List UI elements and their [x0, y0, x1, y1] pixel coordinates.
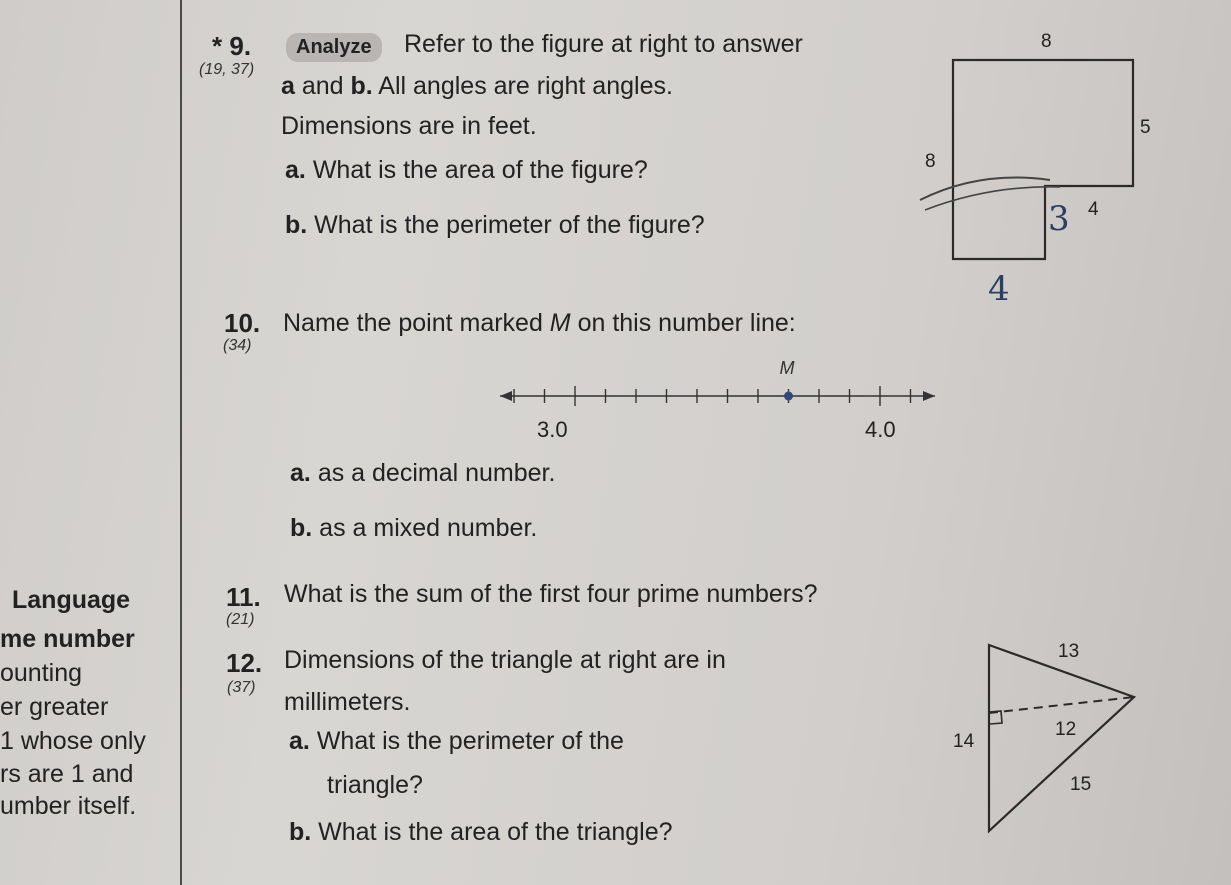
- q10-ref: (34): [223, 337, 252, 354]
- tri-label-left: 14: [953, 731, 975, 752]
- sidebar-line-2: ounting: [0, 659, 83, 687]
- q11-ref: (21): [226, 611, 255, 628]
- q9-part-b: b. What is the perimeter of the figure?: [285, 211, 705, 239]
- q12-part-a: a. What is the perimeter of the: [289, 727, 624, 755]
- q9-label-right: 5: [1140, 117, 1151, 138]
- q10-part-b: b. as a mixed number.: [290, 514, 538, 542]
- q12-figure: [945, 635, 1175, 845]
- sidebar-line-5: rs are 1 and: [0, 760, 134, 788]
- q9-number: * 9.: [212, 31, 252, 61]
- point-m: [784, 392, 793, 401]
- q12-line-2: millimeters.: [284, 688, 411, 716]
- q10-part-a: a. as a decimal number.: [290, 459, 556, 487]
- q9-shape: [953, 60, 1133, 259]
- tri-label-height: 12: [1055, 719, 1077, 740]
- pen-stroke: [920, 178, 1050, 201]
- q9-line-2: a and b. All angles are right angles.: [281, 72, 673, 100]
- q9-line-3: Dimensions are in feet.: [281, 112, 537, 140]
- q9-label-top: 8: [1041, 31, 1052, 52]
- q12-line-1: Dimensions of the triangle at right are in: [284, 646, 726, 674]
- q11-number: 11.: [226, 582, 261, 612]
- q10-number: 10.: [224, 308, 261, 338]
- point-m-label: M: [779, 358, 795, 378]
- q9-line-1: Refer to the figure at right to answer: [404, 30, 803, 58]
- sidebar-line-3: er greater: [0, 693, 109, 721]
- q9-part-a: a. What is the area of the figure?: [285, 156, 648, 184]
- sidebar-line-4: 1 whose only: [0, 727, 146, 755]
- q11-text: What is the sum of the first four prime numbers?: [284, 580, 818, 608]
- tri-label-top: 13: [1058, 641, 1080, 662]
- q12-part-a-cont: triangle?: [327, 771, 423, 799]
- q9-label-notch: 4: [1088, 199, 1099, 220]
- q9-figure: [900, 25, 1200, 310]
- handwritten-3: 3: [1048, 199, 1070, 239]
- sidebar-heading: Language: [12, 586, 131, 614]
- number-line: [495, 355, 945, 445]
- analyze-tag: Analyze: [286, 33, 382, 62]
- margin-rule: [180, 0, 182, 885]
- number-line-label-left: 3.0: [537, 417, 568, 442]
- q12-number: 12.: [226, 648, 263, 678]
- sidebar-line-6: umber itself.: [0, 792, 137, 820]
- number-line-label-right: 4.0: [865, 417, 896, 442]
- tri-label-right: 15: [1070, 774, 1092, 795]
- handwritten-4: 4: [988, 269, 1010, 309]
- q9-ref: (19, 37): [199, 61, 255, 78]
- number-line-arrow-left: [500, 391, 512, 401]
- height-line: [989, 697, 1134, 713]
- q12-part-b: b. What is the area of the triangle?: [289, 818, 673, 846]
- q12-ref: (37): [227, 679, 256, 696]
- number-line-arrow-right: [923, 391, 935, 401]
- q9-label-left: 8: [925, 151, 936, 172]
- sidebar-line-1: me number: [0, 625, 135, 653]
- q10-prompt: Name the point marked M on this number line:: [283, 309, 796, 337]
